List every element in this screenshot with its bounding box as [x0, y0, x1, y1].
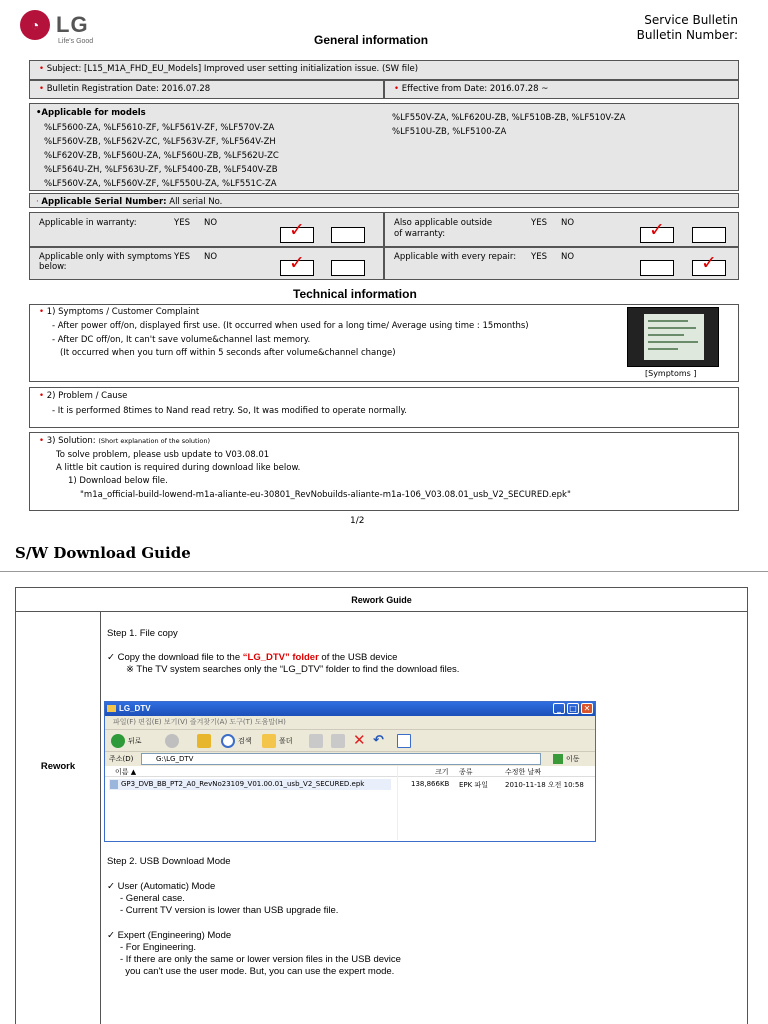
col-type[interactable]: 종류 — [459, 768, 473, 776]
outside-warranty-label-2: of warranty: — [394, 229, 446, 239]
every-repair-box — [384, 247, 739, 280]
models-box — [29, 103, 739, 191]
back-icon[interactable] — [111, 734, 125, 748]
window-title: LG_DTV — [119, 704, 151, 713]
menu-bar[interactable]: 파일(F) 편집(E) 보기(V) 즐겨찾기(A) 도구(T) 도움말(H) — [105, 716, 595, 729]
subject-box: • Subject: [L15_M1A_FHD_EU_Models] Improved user setting initialization issue. (SW file) — [29, 60, 739, 80]
download-file-name: "m1a_official-build-lowend-m1a-aliante-eu-30801_RevNobuilds-aliante-m1a-106_V03.08.01_usb_V2_SECURED.epk" — [80, 490, 571, 500]
problem-line: - It is performed 8times to Nand read retry. So, It was modified to operate normally. — [52, 406, 407, 416]
symptoms-only-label: Applicable only with symptoms — [39, 252, 172, 262]
serial-label: Applicable Serial Number: — [41, 197, 167, 207]
yes-label: YES — [174, 252, 190, 262]
expert-mode-line: - For Engineering. — [120, 942, 197, 953]
guide-title: S/W Download Guide — [15, 544, 191, 562]
model-line: %LF5600-ZA, %LF5610-ZF, %LF561V-ZF, %LF570V-ZA — [44, 123, 275, 133]
service-bulletin-label: Service Bulletin — [644, 13, 738, 27]
col-size[interactable]: 크기 — [435, 768, 449, 776]
solution-line: To solve problem, please usb update to V03.08.01 — [56, 450, 270, 460]
every-repair-label: Applicable with every repair: — [394, 252, 517, 262]
model-line: %LF560V-ZA, %LF560V-ZF, %LF550U-ZA, %LF551C-ZA — [44, 179, 277, 189]
file-icon — [110, 780, 118, 789]
checkmark-icon: ✓ — [289, 219, 305, 241]
solution-box: • 3) Solution: (Short explanation of the solution) To solve problem, please usb update to V03.08.01 A little bit caution is required during download like below. 1) Download below file. "m1a_official-build-lowend-m1a-aliante-eu-30801_RevNobuilds-aliante-m1a-106_V03.08.01_usb_V2_SECURED.epk" — [29, 432, 739, 511]
outside-warranty-yes-checkbox[interactable] — [640, 219, 674, 243]
symptoms-only-box — [29, 247, 384, 280]
solution-line: 1) Download below file. — [68, 476, 168, 486]
lg-logo — [20, 10, 110, 48]
model-line: %LF510U-ZB, %LF5100-ZA — [392, 127, 507, 137]
model-line: %LF620V-ZB, %LF560U-ZA, %LF560U-ZB, %LF562U-ZC — [44, 151, 279, 161]
file-name: GP3_DVB_BB_PT2_A0_RevNo23109_V01.00.01_usb_V2_SECURED.epk — [121, 780, 365, 788]
column-headers — [105, 766, 595, 777]
column-divider — [100, 612, 101, 1024]
warranty-label: Applicable in warranty: — [39, 218, 137, 228]
symptoms-box: • 1) Symptoms / Customer Complaint - After power off/on, displayed first use. (It occurred when used for a long time/ Average using time : 15months) - After DC off/on, It can't save volume&channel last memory. (It occurred when you turn off within 5 seconds after volume&channel change) — [29, 304, 739, 382]
copy-instruction: ✓ Copy the download file to the “LG_DTV” folder of the USB device — [107, 652, 398, 663]
checkmark-icon: ✓ — [289, 252, 305, 274]
symptoms-only-label-2: below: — [39, 262, 67, 272]
col-name[interactable]: 이름 ▲ — [115, 768, 137, 776]
yes-label: YES — [531, 252, 547, 262]
address-input[interactable]: G:\LG_DTV — [141, 753, 541, 765]
symptoms-line: (It occurred when you turn off within 5 seconds after volume&channel change) — [60, 348, 396, 358]
solution-line: A little bit caution is required during download like below. — [56, 463, 301, 473]
serial-box: · Applicable Serial Number: All serial No. — [29, 193, 739, 208]
symptoms-caption: [Symptoms ] — [645, 369, 697, 378]
page-number: 1/2 — [350, 516, 365, 526]
address-bar — [105, 751, 595, 766]
row-label: Rework — [40, 761, 76, 772]
symptoms-photo — [627, 307, 719, 367]
every-repair-no-checkbox[interactable] — [692, 252, 726, 276]
toolbar — [105, 729, 595, 751]
copy-note: ※ The TV system searches only the “LG_DTV” folder to find the download files. — [126, 664, 460, 675]
outside-warranty-no-checkbox[interactable] — [692, 227, 726, 243]
technical-title: Technical information — [293, 287, 417, 301]
symptoms-only-no-checkbox[interactable] — [331, 260, 365, 276]
step2-label: Step 2. USB Download Mode — [107, 856, 231, 867]
every-repair-yes-checkbox[interactable] — [640, 260, 674, 276]
address-label: 주소(D) — [109, 755, 134, 763]
views-icon[interactable] — [397, 734, 411, 748]
divider — [0, 571, 768, 572]
no-label: NO — [561, 218, 575, 228]
effective-date-box: • Effective from Date: 2016.07.28 ~ — [384, 80, 739, 99]
search-icon[interactable] — [221, 734, 235, 748]
warranty-yes-checkbox[interactable] — [280, 219, 314, 243]
serial-value: All serial No. — [169, 197, 223, 207]
bulletin-number-label: Bulletin Number: — [636, 28, 738, 42]
symptoms-line: - After DC off/on, It can't save volume&channel last memory. — [52, 335, 311, 345]
minimize-button[interactable]: _ — [553, 703, 565, 714]
folders-label[interactable]: 폴더 — [279, 737, 293, 745]
warranty-no-checkbox[interactable] — [331, 227, 365, 243]
model-line: %LF564U-ZH, %LF563U-ZF, %LF5400-ZB, %LF540V-ZB — [44, 165, 278, 175]
undo-icon[interactable]: ↶ — [373, 733, 384, 748]
user-mode-line: - General case. — [120, 893, 185, 904]
user-mode-label: ✓ User (Automatic) Mode — [107, 881, 216, 892]
expert-mode-label: ✓ Expert (Engineering) Mode — [107, 930, 232, 941]
step1-label: Step 1. File copy — [107, 628, 178, 639]
back-label[interactable]: 뒤로 — [128, 737, 142, 745]
solution-title: 3) Solution: — [46, 436, 96, 446]
problem-box: • 2) Problem / Cause - It is performed 8times to Nand read retry. So, It was modified to operate normally. — [29, 387, 739, 428]
warranty-box — [29, 212, 384, 247]
table-header: Rework Guide — [16, 588, 747, 612]
yes-label: YES — [531, 218, 547, 228]
brand-tagline: Life's Good — [58, 38, 94, 45]
close-button[interactable]: ✕ — [581, 703, 593, 714]
user-mode-line: - Current TV version is lower than USB upgrade file. — [120, 905, 339, 916]
move-to-icon[interactable] — [309, 734, 323, 748]
no-label: NO — [561, 252, 575, 262]
model-line: %LF560V-ZB, %LF562V-ZC, %LF563V-ZF, %LF564V-ZH — [44, 137, 276, 147]
checkmark-icon: ✓ — [649, 219, 665, 241]
col-modified[interactable]: 수정한 날짜 — [505, 768, 542, 776]
go-icon[interactable] — [553, 754, 563, 764]
up-folder-icon[interactable] — [197, 734, 211, 748]
delete-icon[interactable]: ✕ — [353, 731, 366, 749]
file-type: EPK 파일 — [459, 781, 488, 789]
explorer-window — [104, 701, 596, 842]
symptoms-line: - After power off/on, displayed first use. (It occurred when used for a long time/ Average using time : 15months) — [52, 321, 529, 331]
folder-icon — [107, 705, 116, 712]
go-label[interactable]: 이동 — [566, 755, 580, 763]
checkmark-icon: ✓ — [701, 252, 717, 274]
model-line: %LF550V-ZA, %LF620U-ZB, %LF510B-ZB, %LF510V-ZA — [392, 113, 626, 123]
symptoms-only-yes-checkbox[interactable] — [280, 252, 314, 276]
brand-name: LG — [56, 12, 89, 37]
lg-logo-icon: ◔ — [20, 10, 50, 40]
folder-name: “LG_DTV” folder — [242, 652, 319, 663]
yes-label: YES — [174, 218, 190, 228]
copy-to-icon[interactable] — [331, 734, 345, 748]
registration-date-box: • Bulletin Registration Date: 2016.07.28 — [29, 80, 384, 99]
subject-text: Subject: [L15_M1A_FHD_EU_Models] Improved user setting initialization issue. (SW file) — [46, 64, 419, 74]
pane-divider — [397, 766, 398, 840]
symptoms-title: 1) Symptoms / Customer Complaint — [46, 307, 200, 317]
no-label: NO — [204, 252, 218, 262]
window-title-bar — [105, 702, 595, 716]
service-bulletin-block — [637, 13, 738, 43]
search-label[interactable]: 검색 — [238, 737, 252, 745]
expert-mode-line: - If there are only the same or lower version files in the USB device — [120, 954, 401, 965]
problem-title: 2) Problem / Cause — [46, 391, 128, 401]
file-date: 2010-11-18 오전 10:58 — [505, 781, 584, 789]
outside-warranty-box — [384, 212, 739, 247]
folders-icon[interactable] — [262, 734, 276, 748]
no-label: NO — [204, 218, 218, 228]
forward-icon[interactable] — [165, 734, 179, 748]
outside-warranty-label: Also applicable outside — [394, 218, 493, 228]
maximize-button[interactable]: □ — [567, 703, 579, 714]
registration-date: Bulletin Registration Date: 2016.07.28 — [46, 84, 211, 94]
doc-title: General information — [314, 33, 429, 47]
file-row[interactable] — [105, 779, 595, 790]
expert-mode-line: you can't use the user mode. But, you can use the expert mode. — [120, 966, 395, 977]
effective-date: Effective from Date: 2016.07.28 ~ — [401, 84, 549, 94]
models-label: •Applicable for models — [36, 108, 146, 118]
file-size: 138,866KB — [411, 780, 450, 788]
solution-hint: (Short explanation of the solution) — [98, 437, 210, 445]
